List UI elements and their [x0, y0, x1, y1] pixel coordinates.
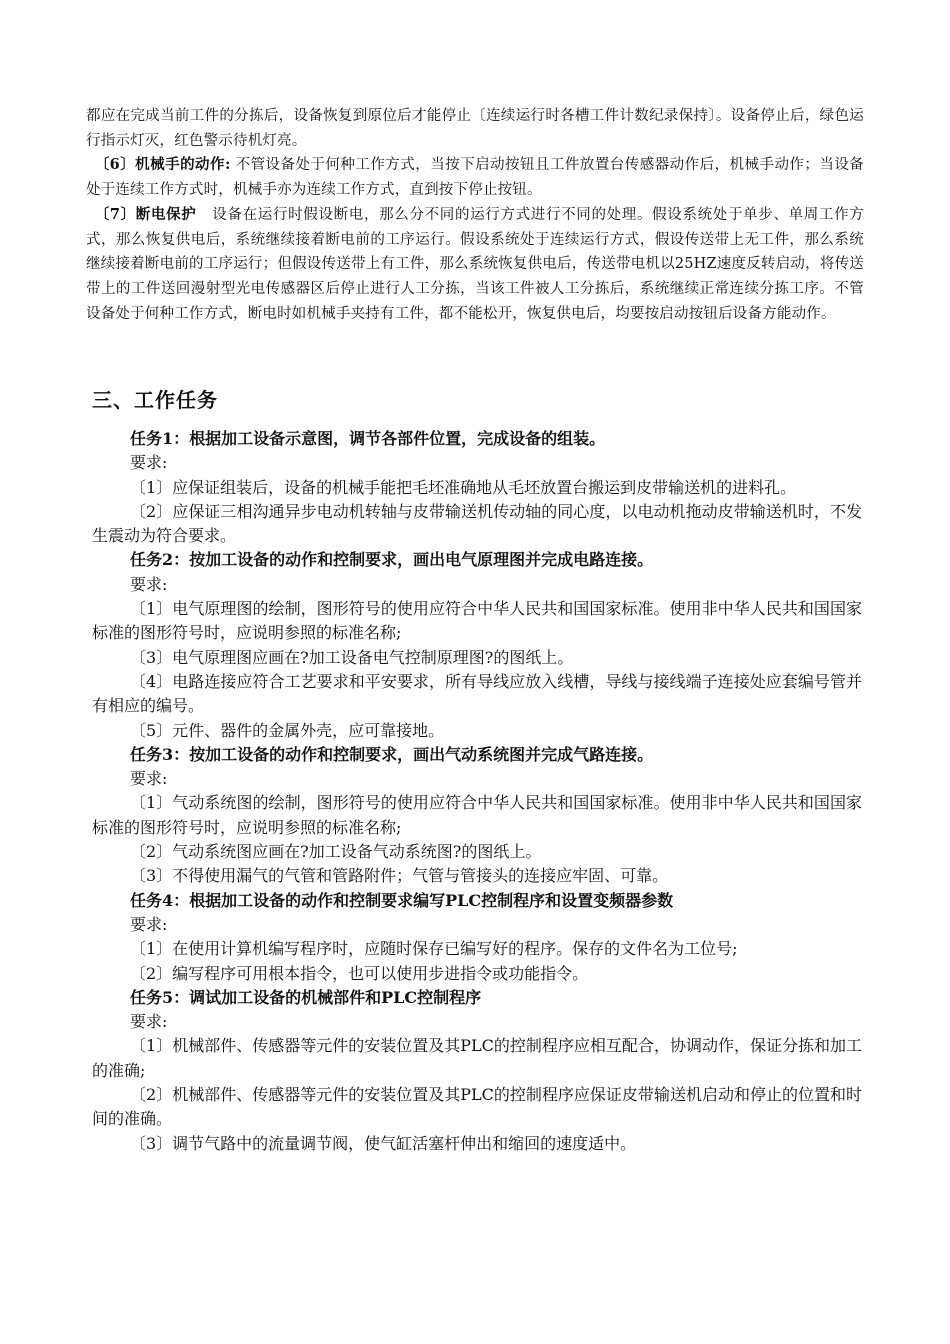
task-2-heading: 任务2：按加工设备的动作和控制要求，画出电气原理图并完成电路连接。	[130, 550, 654, 570]
task-5-requirements-label: 要求:	[130, 1012, 168, 1032]
task-1-heading: 任务1：根据加工设备示意图，调节各部件位置，完成设备的组装。	[130, 429, 606, 448]
task-4-item-1: 〔1〕在使用计算机编写程序时，应随时保存已编写好的程序。保存的文件名为工位号;	[130, 939, 738, 959]
task-1-item-1: 〔1〕应保证组装后，设备的机械手能把毛坯准确地从毛坯放置台搬运到皮带输送机的进料孔。	[130, 477, 797, 497]
task-5-item-3: 〔3〕调节气路中的流量调节阀，使气缸活塞杆伸出和缩回的速度适中。	[130, 1133, 637, 1153]
task-4-item-2: 〔2〕编写程序可用根本指令，也可以使用步进指令或功能指令。	[130, 963, 589, 983]
task-list	[92, 427, 862, 1156]
task-4-heading: 任务4：根据加工设备的动作和控制要求编写PLC控制程序和设置变频器参数	[130, 890, 674, 910]
task-2-requirements-label: 要求:	[130, 574, 168, 594]
task-4-requirements-label: 要求:	[130, 914, 168, 934]
manipulator-action-heading: 〔6〕机械手的动作:	[94, 156, 231, 174]
task-2-item-1: 〔1〕电气原理图的绘制，图形符号的使用应符合中华人民共和国国家标准。使用非中华人民共和国国家标准的图形符号时，应说明参照的标准名称;	[92, 599, 862, 643]
paragraph-stop-behavior: 都应在完成当前工件的分拣后，设备恢复到原位后才能停止〔连续运行时各槽工件计数纪录保持〕。设备停止后，绿色运行指示灯灭，红色警示待机灯亮。	[86, 108, 864, 149]
task-1-requirements-label: 要求:	[130, 453, 168, 473]
task-3-item-2: 〔2〕气动系统图应画在?加工设备气动系统图?的图纸上。	[130, 842, 542, 862]
task-5-item-1: 〔1〕机械部件、传感器等元件的安装位置及其PLC的控制程序应相互配合，协调动作，保证分拣和加工的准确;	[92, 1036, 862, 1080]
task-2-item-4: 〔4〕电路连接应符合工艺要求和平安要求，所有导线应放入线槽，导线与接线端子连接处应套编号管并有相应的编号。	[92, 671, 862, 716]
task-2-item-3: 〔3〕电气原理图应画在?加工设备电气控制原理图?的图纸上。	[130, 647, 574, 667]
paragraph-manipulator-action	[86, 153, 864, 202]
task-3-item-1: 〔1〕气动系统图的绘制，图形符号的使用应符合中华人民共和国国家标准。使用非中华人民共和国国家标准的图形符号时，应说明参照的标准名称;	[92, 793, 862, 837]
task-3-item-3: 〔3〕不得使用漏气的气管和管路附件；气管与管接头的连接应牢固、可靠。	[130, 866, 669, 886]
task-1-item-2: 〔2〕应保证三相沟通异步电动机转轴与皮带输送机传动轴的同心度，以电动机拖动皮带输送机时，不发生震动为符合要求。	[92, 501, 862, 546]
power-failure-body: 设备在运行时假设断电，那么分不同的运行方式进行不同的处理。假设系统处于单步、单周工作方式，那么恢复供电后，系统继续接着断电前的工序运行。假设系统处于连续运行方式，假设传送带上无工件，那么系统继续接着断电前的工序运行；但假设传送带上有工件，那么系统恢复供电后，传送带电机以25HZ速度反转启动，将传送带上的工件送回漫射型光电传感器区后停止进行人工分拣，当该工件被人工分拣后，系统继续正常连续分拣工序。不管设备处于何种工作方式，断电时如机械手夹持有工件，都不能松开，恢复供电后，均要按启动按钮后设备方能动作。	[86, 206, 864, 322]
section-title-work-tasks: 三、工作任务	[92, 388, 218, 412]
task-2-item-5: 〔5〕元件、器件的金属外壳，应可靠接地。	[130, 720, 445, 740]
power-failure-heading: 〔7〕断电保护	[94, 205, 197, 223]
task-3-requirements-label: 要求:	[130, 769, 168, 789]
task-3-heading: 任务3：按加工设备的动作和控制要求，画出气动系统图并完成气路连接。	[130, 744, 654, 764]
paragraph-power-failure	[86, 203, 864, 327]
continued-text-block	[86, 104, 864, 326]
task-5-heading: 任务5：调试加工设备的机械部件和PLC控制程序	[130, 987, 482, 1007]
manipulator-action-body: 不管设备处于何种工作方式，当按下启动按钮且工件放置台传感器动作后，机械手动作；当设备处于连续工作方式时，机械手亦为连续工作方式，直到按下停止按钮。	[86, 157, 864, 199]
task-5-item-2: 〔2〕机械部件、传感器等元件的安装位置及其PLC的控制程序应保证皮带输送机启动和停止的位置和时间的准确。	[92, 1085, 862, 1129]
